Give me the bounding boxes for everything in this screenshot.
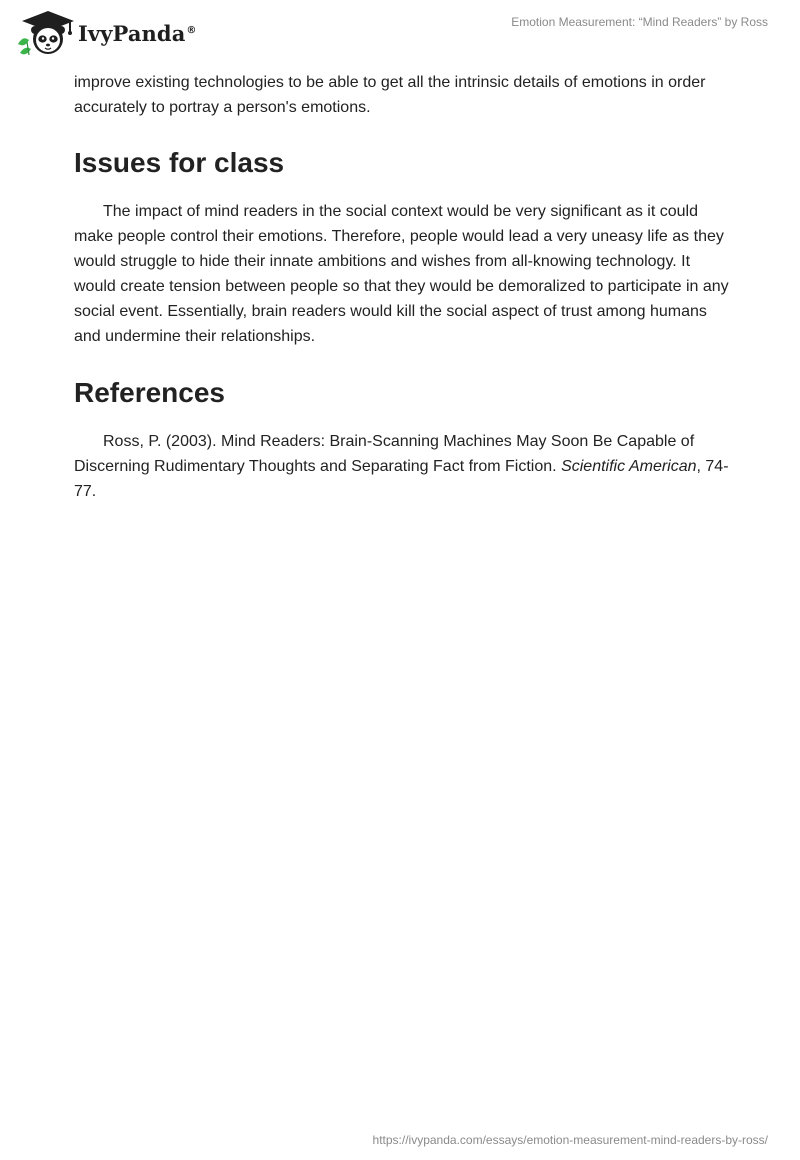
essay-content <box>74 70 730 504</box>
reference-pages: , 74-77. <box>74 458 729 500</box>
source-url[interactable]: https://ivypanda.com/essays/emotion-measurement-mind-readers-by-ross/ <box>372 1133 768 1147</box>
document-title: Emotion Measurement: “Mind Readers” by Ross <box>511 15 768 29</box>
registered-mark: ® <box>186 24 197 36</box>
page-header <box>0 0 800 64</box>
ivypanda-logo[interactable] <box>14 8 197 56</box>
panda-graduation-cap-icon <box>14 8 76 56</box>
issues-paragraph: The impact of mind readers in the social context would be very significant as it could make people control their emotions. Therefore, people would lead a very uneasy life as they would struggle to hide their innate ambitions and wishes from all-knowing technology. It would create tension between people so that they would be demoralized to participate in any social event. Essentially, brain readers would kill the social aspect of trust among humans and undermine their relationships. <box>74 203 729 345</box>
references-heading: References <box>74 377 225 408</box>
intro-paragraph: improve existing technologies to be able to get all the intrinsic details of emotions in order accurately to portray a person's emotions. <box>74 74 706 116</box>
reference-text: Ross, P. (2003). Mind Readers: Brain-Scanning Machines May Soon Be Capable of Discerning Rudimentary Thoughts and Separating Fact from Fiction. <box>74 433 695 475</box>
reference-entry <box>74 429 730 504</box>
issues-heading: Issues for class <box>74 147 285 178</box>
brand-name: IvyPanda® <box>78 20 197 46</box>
reference-journal: Scientific American <box>561 458 697 475</box>
